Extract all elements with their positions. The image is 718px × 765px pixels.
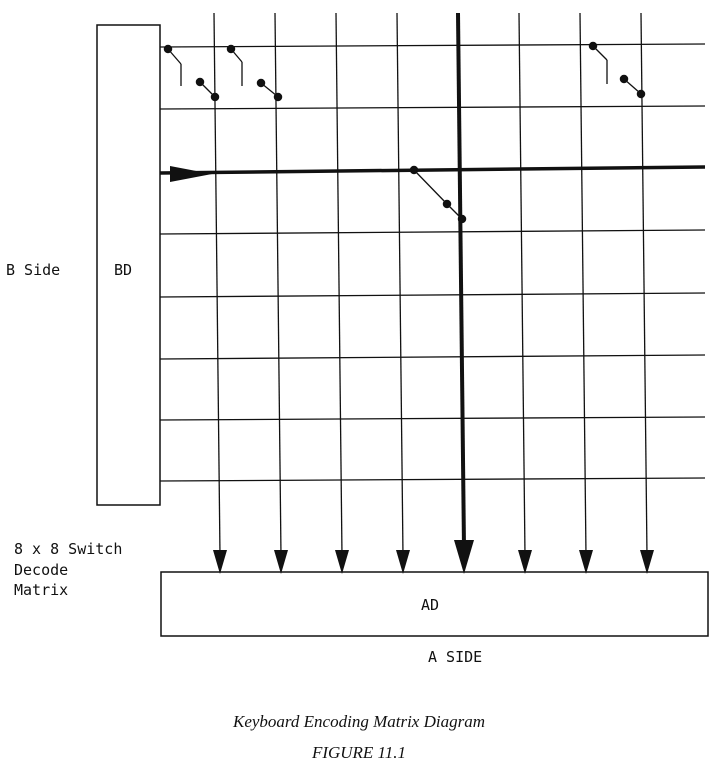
b-side-label: B Side	[6, 261, 61, 279]
column-arrowhead	[396, 550, 410, 574]
caption-figure: FIGURE 11.1	[311, 743, 407, 762]
column-arrowhead	[640, 550, 654, 574]
row-line-active	[160, 167, 705, 173]
key-switches	[164, 42, 644, 222]
row-line	[160, 106, 705, 109]
row-line	[160, 417, 705, 420]
key-switch	[164, 45, 218, 100]
key-switch	[227, 45, 281, 100]
column-arrowhead	[213, 550, 227, 574]
row-lines	[160, 44, 705, 481]
row-line	[160, 293, 705, 297]
key-switch-pressed	[410, 166, 465, 222]
caption-title: Keyboard Encoding Matrix Diagram	[233, 712, 485, 731]
a-side-label: A SIDE	[428, 648, 483, 666]
column-arrowhead	[518, 550, 532, 574]
matrix-label-line2: Decode	[14, 561, 69, 579]
column-line	[580, 13, 586, 556]
column-arrowhead	[579, 550, 593, 574]
matrix-label-line1: 8 x 8 Switch	[14, 540, 123, 558]
column-arrowheads	[213, 540, 654, 574]
column-line	[336, 13, 342, 556]
matrix-label-line3: Matrix	[14, 581, 69, 599]
column-line	[519, 13, 525, 556]
ad-label: AD	[421, 596, 440, 614]
column-arrowhead	[335, 550, 349, 574]
column-line-active	[458, 13, 464, 548]
column-line	[397, 13, 403, 556]
row-line	[160, 478, 705, 481]
row-line	[160, 230, 705, 234]
bd-label: BD	[114, 261, 133, 279]
column-arrowhead	[274, 550, 288, 574]
row-line	[160, 44, 705, 47]
key-switch	[589, 42, 644, 97]
active-row-arrow	[170, 166, 212, 182]
column-arrowhead-active	[454, 540, 474, 574]
row-line	[160, 355, 705, 359]
